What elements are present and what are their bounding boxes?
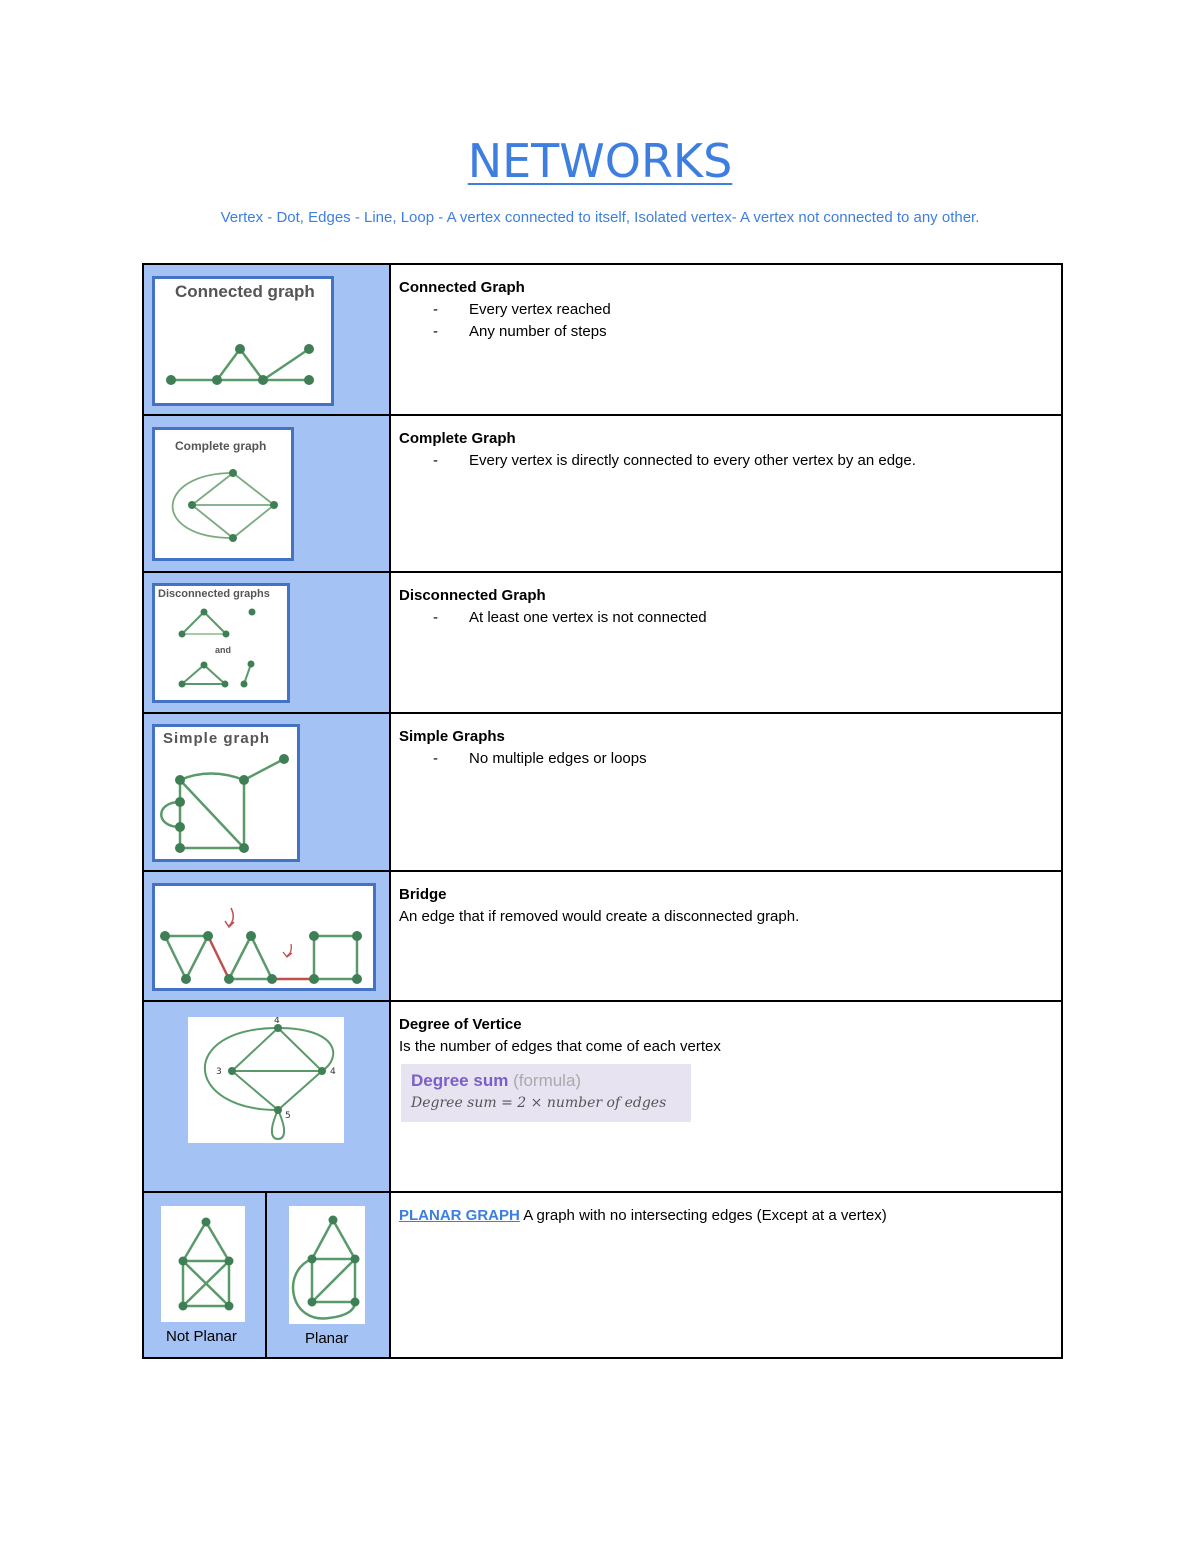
- table-row: [143, 871, 1062, 1001]
- definition-text: A graph with no intersecting edges (Except at a vertex): [523, 1207, 887, 1224]
- bullet-dash: -: [433, 609, 438, 626]
- definition-cell: [390, 1001, 1062, 1192]
- formula-note: (formula): [513, 1071, 582, 1090]
- page-subtitle: Vertex - Dot, Edges - Line, Loop - A vertex connected to itself, Isolated vertex- A vertex not connected to any other.: [220, 209, 980, 226]
- disconnected-graphs-image: [152, 583, 290, 703]
- bullet-dash: -: [433, 750, 438, 767]
- vertex-label: 4: [330, 1067, 336, 1077]
- image-caption: Simple graph: [163, 730, 271, 747]
- page-title: NETWORKS: [467, 134, 733, 188]
- image-cell: [143, 572, 390, 713]
- bullet-dash: -: [433, 301, 438, 318]
- table-row: [143, 572, 1062, 713]
- table-row: [143, 713, 1062, 871]
- image-cell: [143, 264, 390, 415]
- definition-text: An edge that if removed would create a disconnected graph.: [399, 908, 800, 925]
- definition-heading: Complete Graph: [399, 430, 516, 447]
- definition-text: Is the number of edges that come of each vertex: [399, 1038, 721, 1055]
- planar-graph-image: [289, 1206, 365, 1324]
- image-caption: Complete graph: [175, 439, 267, 453]
- definition-heading: Degree of Vertice: [399, 1016, 522, 1033]
- image-and-label: and: [215, 645, 232, 655]
- table-row: [143, 415, 1062, 572]
- bullet-item: [399, 321, 1053, 343]
- connected-graph-image: [152, 276, 334, 406]
- bullet-dash: -: [433, 452, 438, 469]
- planar-graph-diagram: [289, 1206, 365, 1324]
- bullet-item: [399, 607, 1053, 629]
- degree-graph-image: [188, 1017, 344, 1143]
- not-planar-graph-image: [161, 1206, 245, 1322]
- disconnected-graphs-diagram: [155, 586, 287, 700]
- table-row: [143, 1001, 1062, 1192]
- bullet-text: No multiple edges or loops: [469, 750, 647, 767]
- table-row: [143, 1192, 1062, 1358]
- not-planar-graph-diagram: [161, 1206, 245, 1322]
- bullet-text: At least one vertex is not connected: [469, 609, 707, 626]
- formula-expression: Degree sum = 2 × number of edges: [411, 1095, 667, 1111]
- definition-heading: Simple Graphs: [399, 728, 505, 745]
- simple-graph-diagram: [155, 727, 297, 859]
- definition-cell: [390, 713, 1062, 871]
- definition-heading: Connected Graph: [399, 279, 525, 296]
- bullet-text: Every vertex reached: [469, 301, 611, 318]
- bullet-item: [399, 450, 1053, 472]
- image-cell: [266, 1192, 390, 1358]
- bridge-graph-image: [152, 883, 376, 991]
- bullet-text: Every vertex is directly connected to every other vertex by an edge.: [469, 452, 916, 469]
- definition-heading: Bridge: [399, 886, 447, 903]
- image-cell: [143, 1001, 390, 1192]
- bullet-item: [399, 299, 1053, 321]
- complete-graph-diagram: [155, 430, 291, 558]
- image-cell: [143, 871, 390, 1001]
- definition-heading: Disconnected Graph: [399, 587, 546, 604]
- image-cell: [143, 713, 390, 871]
- formula-title: [411, 1070, 681, 1092]
- vertex-label: 4: [274, 1017, 280, 1026]
- connected-graph-diagram: [155, 279, 331, 403]
- degree-sum-formula: [401, 1064, 691, 1122]
- image-caption: Disconnected graphs: [158, 588, 270, 600]
- planar-graph-link[interactable]: PLANAR GRAPH: [399, 1207, 520, 1224]
- definitions-table: [142, 263, 1063, 1359]
- planar-definition: [399, 1205, 1053, 1227]
- bullet-dash: -: [433, 323, 438, 340]
- definition-cell: [390, 871, 1062, 1001]
- vertex-label: 3: [216, 1067, 222, 1077]
- planar-label: Planar: [305, 1330, 349, 1347]
- not-planar-label: Not Planar: [166, 1328, 237, 1345]
- complete-graph-image: [152, 427, 294, 561]
- image-caption: Connected graph: [175, 282, 315, 301]
- bullet-text: Any number of steps: [469, 323, 607, 340]
- degree-graph-diagram: [188, 1017, 344, 1143]
- vertex-label: 5: [285, 1111, 291, 1121]
- image-cell: [143, 1192, 266, 1358]
- formula-title-text: Degree sum: [411, 1071, 509, 1090]
- definition-cell: [390, 1192, 1062, 1358]
- bullet-item: [399, 748, 1053, 770]
- bridge-graph-diagram: [155, 886, 373, 988]
- definition-cell: [390, 415, 1062, 572]
- image-cell: [143, 415, 390, 572]
- definition-cell: [390, 264, 1062, 415]
- definition-cell: [390, 572, 1062, 713]
- simple-graph-image: [152, 724, 300, 862]
- table-row: [143, 264, 1062, 415]
